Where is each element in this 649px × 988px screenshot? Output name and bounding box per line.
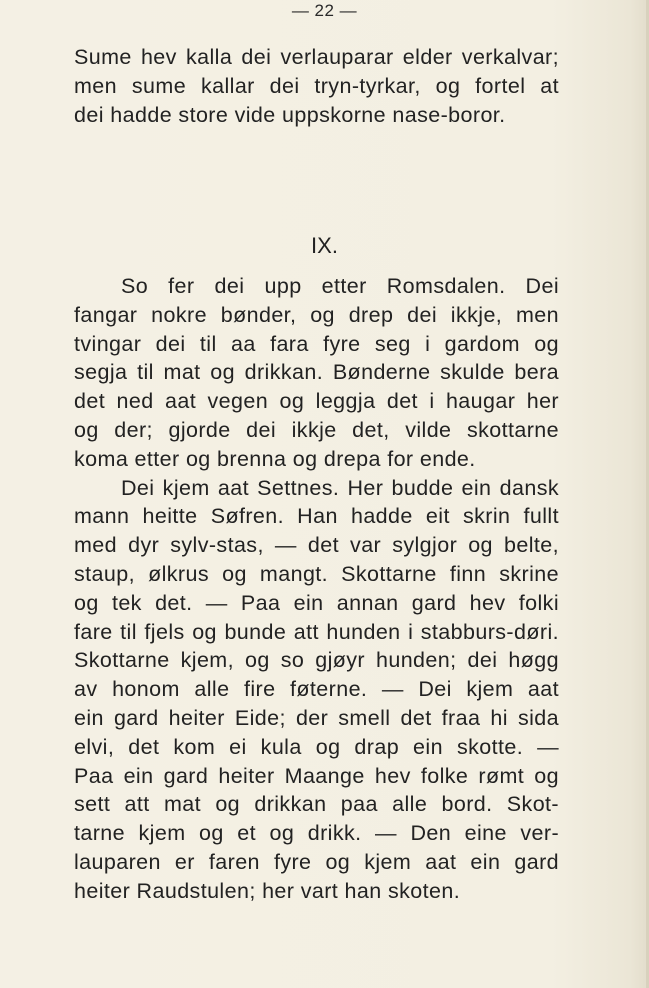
top-paragraph <box>74 43 559 129</box>
text-line: og der; gjorde dei ikkje det, vilde skottarne <box>74 417 559 442</box>
text-line: heiter Raudstulen; her vart han skoten. <box>74 878 461 903</box>
text-line: tvingar dei til aa fara fyre seg i gardom og <box>74 331 559 356</box>
page-number: — 22 — <box>291 1 358 20</box>
text-line: lauparen er faren fyre og kjem aat ein gard <box>74 849 559 874</box>
text-line: det ned aat vegen og leggja det i haugar her <box>74 389 559 414</box>
text-line: med dyr sylv-stas, — det var sylgjor og belte, <box>74 533 559 558</box>
text-line: Paa ein gard heiter Maange hev folke rømt og <box>74 763 559 788</box>
text-line: fangar nokre bønder, og drep dei ikkje, men <box>74 302 559 327</box>
text-line: men sume kallar dei tryn-tyrkar, og fortel at <box>74 73 559 98</box>
paragraph-2 <box>74 474 559 906</box>
text-line: ein gard heiter Eide; der smell det fraa hi sida <box>74 705 559 730</box>
text-line: koma etter og brenna og drepa for ende. <box>74 446 476 471</box>
text-line: Sume hev kalla dei verlauparar elder verkalvar; <box>74 45 559 69</box>
text-line: elvi, det kom ei kula og drap ein skotte. — <box>74 734 559 759</box>
text-line: dei hadde store vide uppskorne nase-boror. <box>74 102 506 127</box>
text-line: So fer dei upp etter Romsdalen. Dei <box>121 274 559 298</box>
text-line: og tek det. — Paa ein annan gard hev folki <box>74 590 559 615</box>
text-line: fare til fjels og bunde att hunden i stabburs-døri. <box>74 619 559 644</box>
text-line: tarne kjem og et og drikk. — Den eine ver- <box>74 821 559 846</box>
paragraph-1 <box>74 272 559 474</box>
text-line: segja til mat og drikkan. Bønderne skulde bera <box>74 360 559 385</box>
text-line: mann heitte Søfren. Han hadde eit skrin fullt <box>74 504 559 529</box>
text-line: staup, ølkrus og mangt. Skottarne finn skrine <box>74 561 559 586</box>
chapter-heading: IX. <box>311 233 338 258</box>
text-line: av honom alle fire føterne. — Dei kjem aat <box>74 677 559 702</box>
text-line: sett att mat og drikkan paa alle bord. Skot- <box>74 792 559 817</box>
text-line: Skottarne kjem, og so gjøyr hunden; dei høgg <box>74 648 559 673</box>
text-line: Dei kjem aat Settnes. Her budde ein dansk <box>121 475 559 500</box>
